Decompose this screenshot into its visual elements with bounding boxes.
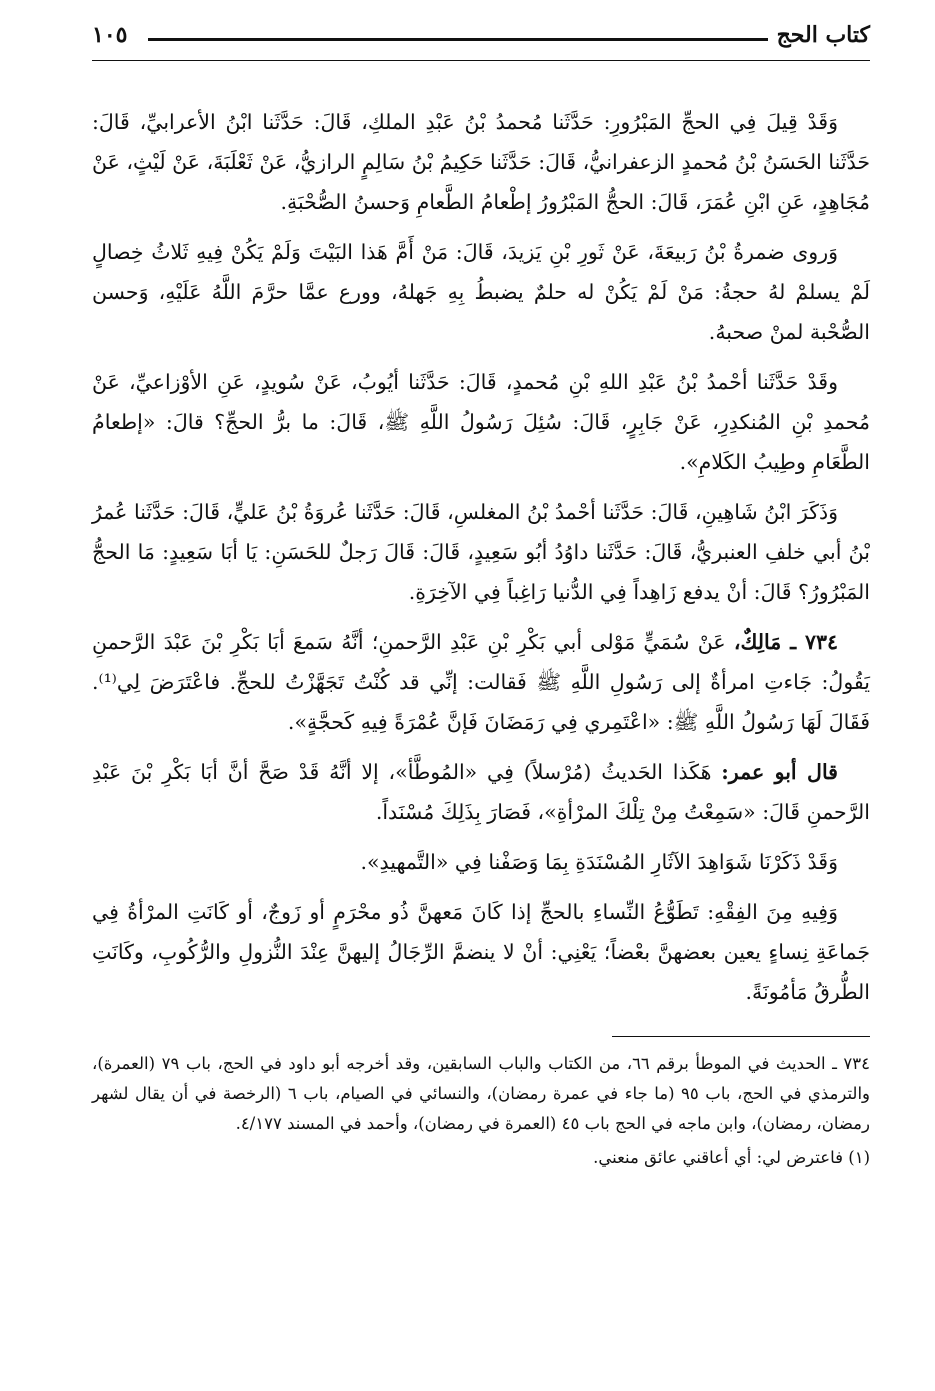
commentary-lead: قال أبو عمر: (721, 760, 838, 784)
paragraph-text: عَنْ سُمَيٍّ مَوْلى أبي بَكْرِ بْنِ عَبْدِ الرَّحمنِ؛ أنَّهُ سَمعَ أبَا بَكْرِ بْنَ عَبْدَ الرَّحمنِ يَقُولُ: جَاءتِ امرأةٌ إلى رَسُولِ اللَّهِ ﷺ فَقالت: إنِّي قد كُنْتُ تَجَهَّزْتُ للحجِّ. فاعْتَرَضَ لِي⁽¹⁾. فَقَالَ لَهَا رَسُولُ اللَّهِ ﷺ: «اعْتَمِري فِي رَمَضَانَ فَإنَّ عُمْرَةً فِيهِ كَحجَّةٍ». (92, 630, 870, 734)
paragraph (92, 892, 870, 1012)
footnote-source: ٧٣٤ ـ الحديث في الموطأ برقم ٦٦، من الكتاب والباب السابقين، وقد أخرجه أبو داود في الحج، باب ٧٩ (العمرة)، والترمذي في الحج، باب ٩٥ (ما جاء في عمرة رمضان)، والنسائي في الصيام، باب ٦ (الرخصة في أن يقال لشهر رمضان، رمضان)، وابن ماجه في الحج باب ٤٥ (العمرة في رمضان)، وأحمد في المسند ٤/١٧٧. (92, 1054, 871, 1133)
hadith-number-lead: ٧٣٤ ـ مَالِكٌ، (733, 630, 838, 654)
paragraph-text: وَقَدْ قِيلَ فِي الحجِّ المَبْرُورِ: حَدَّثَنا مُحمدُ بْنُ عَبْدِ الملكِ، قَالَ: حَدَّثَنا ابْنُ الأعرابيِّ، قَالَ: حَدَّثَنا الحَسَنُ بْنُ مُحمدٍ الزعفرانيُّ، قَالَ: حَدَّثَنا حَكِيمُ بْنُ سَالِمٍ الرازيُّ، عَنْ ثَعْلَبَةَ، عَنْ لَيْثٍ، عَنْ مُجَاهِدٍ، عَنِ ابْنِ عُمَرَ، قَالَ: الحجُّ المَبْرُورُ إطْعامُ الطَّعامِ وَحسنُ الصُّحْبَةِ. (92, 110, 870, 214)
paragraph (92, 232, 870, 352)
paragraph (92, 102, 870, 222)
running-title: كتاب الحج (776, 22, 870, 48)
book-page (92, 20, 870, 1370)
paragraph-text: وَفِيهِ مِنَ الفِقْهِ: تَطَوُّعُ النِّساءِ بالحجِّ إذا كَانَ مَعهنَّ ذُو محْرَمٍ أو زَوجٌ، أو كَانَتِ المرْأةُ فِي جَماعَةِ نِساءٍ يعين بعضهنَّ بعْضاً؛ يَعْنِي: أنْ لا ينضمَّ الرِّجَالُ إليهنَّ عِنْدَ النُّزولِ والرُّكُوبِ، وكَانَتِ الطُّرقُ مَأمُونَةً. (92, 900, 870, 1004)
main-text (92, 102, 870, 1012)
page-number: ١٠٥ (92, 22, 128, 48)
commentary-paragraph (92, 752, 870, 832)
running-header (92, 20, 870, 60)
header-underline (92, 60, 870, 61)
paragraph-text: هَكَذا الحَديثُ (مُرْسلاً) فِي «المُوطَّأ»، إلا أنَّهُ قَدْ صَحَّ أنَّ أبَا بَكْرِ بْنَ عَبْدِ الرَّحمنِ قَالَ: «سَمِعْتُ مِنْ تِلْكَ المرْأةِ»، فَصَارَ بِذَلِكَ مُسْنَداً. (92, 760, 870, 824)
paragraph-text: وَروى ضمرةُ بْنُ رَبيعَةَ، عَنْ ثَورِ بْنِ يَزيدَ، قَالَ: مَنْ أَمَّ هَذا البَيْتَ وَلَمْ يَكُنْ فِيهِ ثَلاثُ خِصالٍ لَمْ يسلمْ لهُ حجةُ: مَنْ لَمْ يَكُنْ له حلمٌ يضبطُ بِهِ جَهلهُ، وورع عمَّا حرَّمَ اللَّهُ عَلَيْهِ، وَحسن الصُّحْبة لمنْ صحبهُ. (92, 240, 870, 344)
footnote-separator (612, 1036, 870, 1037)
footnote-1: (١) فاعترض لي: أي أعاقني عائق منعني. (593, 1148, 870, 1167)
footnotes (92, 1049, 870, 1173)
header-rule (148, 38, 768, 41)
paragraph-text: وَقَدْ ذَكَرْنَا شَوَاهِدَ الآثَارِ المُسْنَدَةِ بِمَا وَصَفْنا فِي «التَّمهيدِ». (360, 850, 838, 874)
hadith-paragraph (92, 622, 870, 742)
paragraph-text: وَذَكَرَ ابْنُ شَاهِينِ، قَالَ: حَدَّثَنا أحْمدُ بْنُ المغلسِ، قَالَ: حَدَّثَنا عُروَةُ بْنُ عَليٍّ، قَالَ: حَدَّثَنا عُمرُ بْنُ أبي خلفِ العنبريُّ، قَالَ: حَدَّثَنا داوُدُ أبُو سَعِيدٍ، قَالَ: قَالَ رَجلٌ للحَسَنِ: يَا أبَا سَعِيدٍ: مَا الحجُّ المَبْرُورُ؟ قَالَ: أنْ يدفع زَاهِداً فِي الدُّنيا رَاغِباً فِي الآخِرَةِ. (92, 500, 870, 604)
paragraph (92, 842, 870, 882)
paragraph (92, 492, 870, 612)
paragraph (92, 362, 870, 482)
paragraph-text: وقَدْ حَدَّثَنا أحْمدُ بْنُ عَبْدِ اللهِ بْنِ مُحمدٍ، قَالَ: حَدَّثَنا أيُوبُ، عَنْ سُويدٍ، عَنِ الأوْزاعيِّ، عَنْ مُحمدِ بْنِ المُنكدِرِ، عَنْ جَابِرٍ، قَالَ: سُئِلَ رَسُولُ اللَّهِ ﷺ، قَالَ: ما برُّ الحجِّ؟ قالَ: «إطعامُ الطَّعَامِ وطِيبُ الكَلامِ». (92, 370, 870, 474)
